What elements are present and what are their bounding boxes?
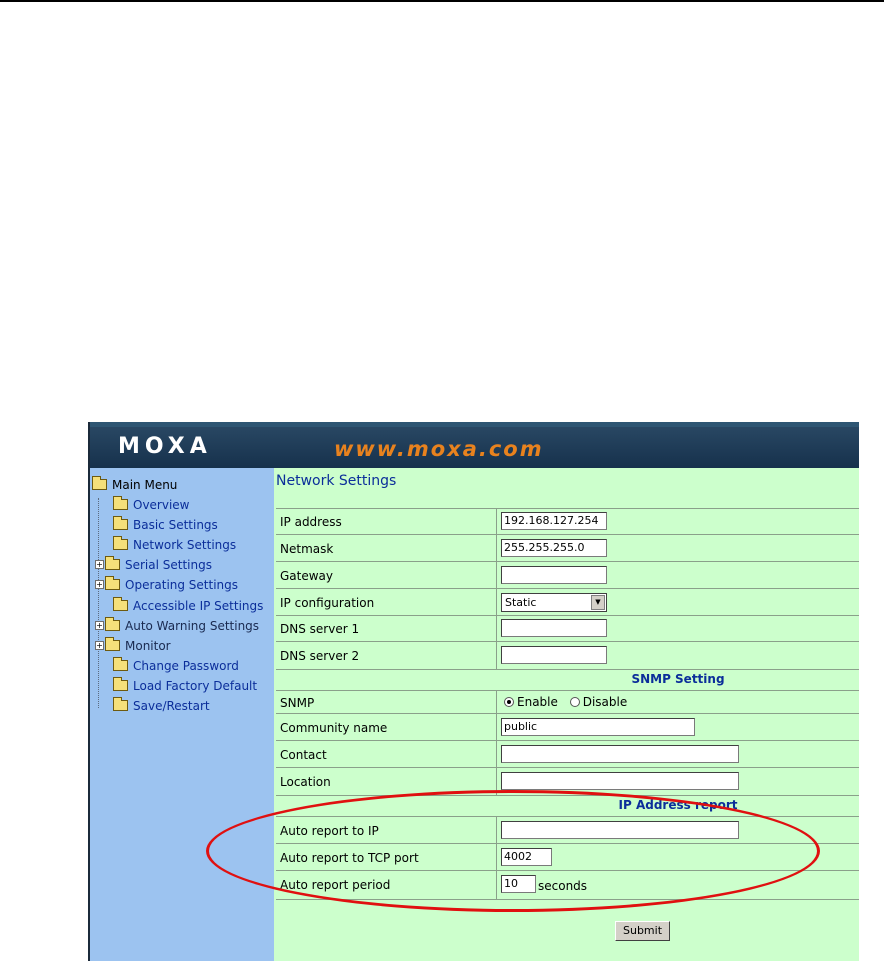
sidebar-item-operating-settings[interactable]	[95, 576, 238, 594]
form-row-auto-report-ip	[276, 816, 859, 844]
sidebar	[90, 468, 274, 961]
header-banner	[90, 422, 859, 468]
form-row-dns1	[276, 615, 859, 642]
snmp-enable-radio[interactable]	[504, 697, 514, 707]
form-row-dns2	[276, 641, 859, 670]
field-label: Contact	[280, 748, 327, 762]
sidebar-item-network-settings[interactable]	[104, 536, 236, 554]
field-label: Location	[280, 775, 331, 789]
folder-icon	[113, 539, 128, 550]
location-input[interactable]	[501, 772, 739, 790]
form-row-ip-configuration	[276, 588, 859, 616]
auto-report-ip-input[interactable]	[501, 821, 739, 839]
field-label: DNS server 2	[280, 649, 360, 663]
field-label: DNS server 1	[280, 622, 360, 636]
selected-value: Static	[505, 596, 537, 609]
field-label: Gateway	[280, 569, 334, 583]
folder-icon	[113, 660, 128, 671]
folder-open-icon	[92, 479, 107, 490]
field-label: IP address	[280, 515, 342, 529]
expand-plus-icon[interactable]: +	[96, 560, 103, 569]
dns-server-1-input[interactable]	[501, 619, 607, 637]
expand-plus-icon[interactable]: +	[96, 621, 103, 630]
radio-label: Enable	[517, 695, 558, 709]
community-name-input[interactable]: public	[501, 718, 695, 736]
expand-plus-icon[interactable]: +	[96, 641, 103, 650]
page-top-rule	[0, 0, 884, 2]
sidebar-item-label: Save/Restart	[133, 699, 210, 713]
period-unit-label: seconds	[538, 879, 588, 893]
sidebar-item-change-password[interactable]	[104, 657, 239, 675]
sidebar-item-monitor[interactable]	[95, 637, 171, 655]
form-row-contact	[276, 740, 859, 768]
snmp-radio-group	[504, 695, 627, 709]
sidebar-item-overview[interactable]	[104, 496, 190, 514]
netmask-input[interactable]: 255.255.255.0	[501, 539, 607, 557]
sidebar-item-label: Change Password	[133, 659, 239, 673]
folder-icon	[113, 700, 128, 711]
sidebar-item-label: Load Factory Default	[133, 679, 258, 693]
form-row-ip-address	[276, 508, 859, 535]
menu-root[interactable]	[92, 476, 177, 494]
browser-content-frame	[88, 422, 859, 961]
form-row-auto-report-port	[276, 843, 859, 871]
ip-configuration-select[interactable]	[501, 593, 607, 612]
section-title: IP Address report	[618, 798, 738, 812]
field-label: IP configuration	[280, 596, 375, 610]
tree-connector	[98, 498, 99, 708]
folder-icon	[105, 620, 120, 631]
auto-report-period-input[interactable]: 10	[501, 875, 536, 893]
field-label: SNMP	[280, 696, 315, 710]
folder-icon	[113, 600, 128, 611]
sidebar-item-accessible-ip-settings[interactable]	[104, 597, 263, 615]
sidebar-item-label: Auto Warning Settings	[125, 619, 260, 633]
menu-root-label: Main Menu	[112, 478, 178, 492]
folder-icon	[113, 499, 128, 510]
page-title: Network Settings	[276, 473, 397, 489]
site-url: www.moxa.com	[334, 437, 544, 461]
main-content	[274, 468, 859, 961]
sidebar-item-label: Accessible IP Settings	[133, 599, 264, 613]
form-row-community	[276, 713, 859, 741]
expand-plus-icon[interactable]: +	[96, 580, 103, 589]
moxa-logo: MOXA	[118, 434, 212, 459]
form-row-netmask	[276, 534, 859, 562]
sidebar-item-save-restart[interactable]	[104, 697, 210, 715]
form-row-location	[276, 767, 859, 796]
sidebar-item-label: Basic Settings	[133, 518, 218, 532]
form-row-gateway	[276, 561, 859, 589]
folder-icon	[105, 559, 120, 570]
radio-label: Disable	[582, 695, 628, 709]
ip-address-input[interactable]: 192.168.127.254	[501, 512, 607, 530]
folder-icon	[113, 519, 128, 530]
form-row-snmp	[276, 690, 859, 714]
field-label: Auto report to IP	[280, 824, 379, 838]
field-label: Auto report to TCP port	[280, 851, 419, 865]
form-row-auto-report-period	[276, 870, 859, 900]
sidebar-item-label: Network Settings	[133, 538, 237, 552]
field-label: Netmask	[280, 542, 334, 556]
snmp-section-header	[276, 669, 859, 691]
sidebar-item-basic-settings[interactable]	[104, 516, 218, 534]
folder-icon	[105, 579, 120, 590]
folder-icon	[113, 680, 128, 691]
contact-input[interactable]	[501, 745, 739, 763]
folder-icon	[105, 640, 120, 651]
auto-report-port-input[interactable]: 4002	[501, 848, 552, 866]
snmp-disable-radio[interactable]	[570, 697, 580, 707]
sidebar-item-auto-warning-settings[interactable]	[95, 617, 259, 635]
field-label: Community name	[280, 721, 388, 735]
sidebar-item-load-factory-default[interactable]	[104, 677, 257, 695]
banner-stripe	[90, 422, 859, 427]
dns-server-2-input[interactable]	[501, 646, 607, 664]
submit-button[interactable]: Submit	[615, 921, 670, 941]
dropdown-arrow-icon[interactable]: ▼	[591, 595, 605, 610]
gateway-input[interactable]	[501, 566, 607, 584]
sidebar-item-label: Monitor	[125, 639, 171, 653]
sidebar-item-label: Operating Settings	[125, 578, 239, 592]
sidebar-item-label: Serial Settings	[125, 558, 212, 572]
ip-report-section-header	[276, 795, 859, 817]
field-label: Auto report period	[280, 878, 391, 892]
sidebar-item-serial-settings[interactable]	[95, 556, 212, 574]
sidebar-item-label: Overview	[133, 498, 190, 512]
section-title: SNMP Setting	[631, 672, 725, 686]
